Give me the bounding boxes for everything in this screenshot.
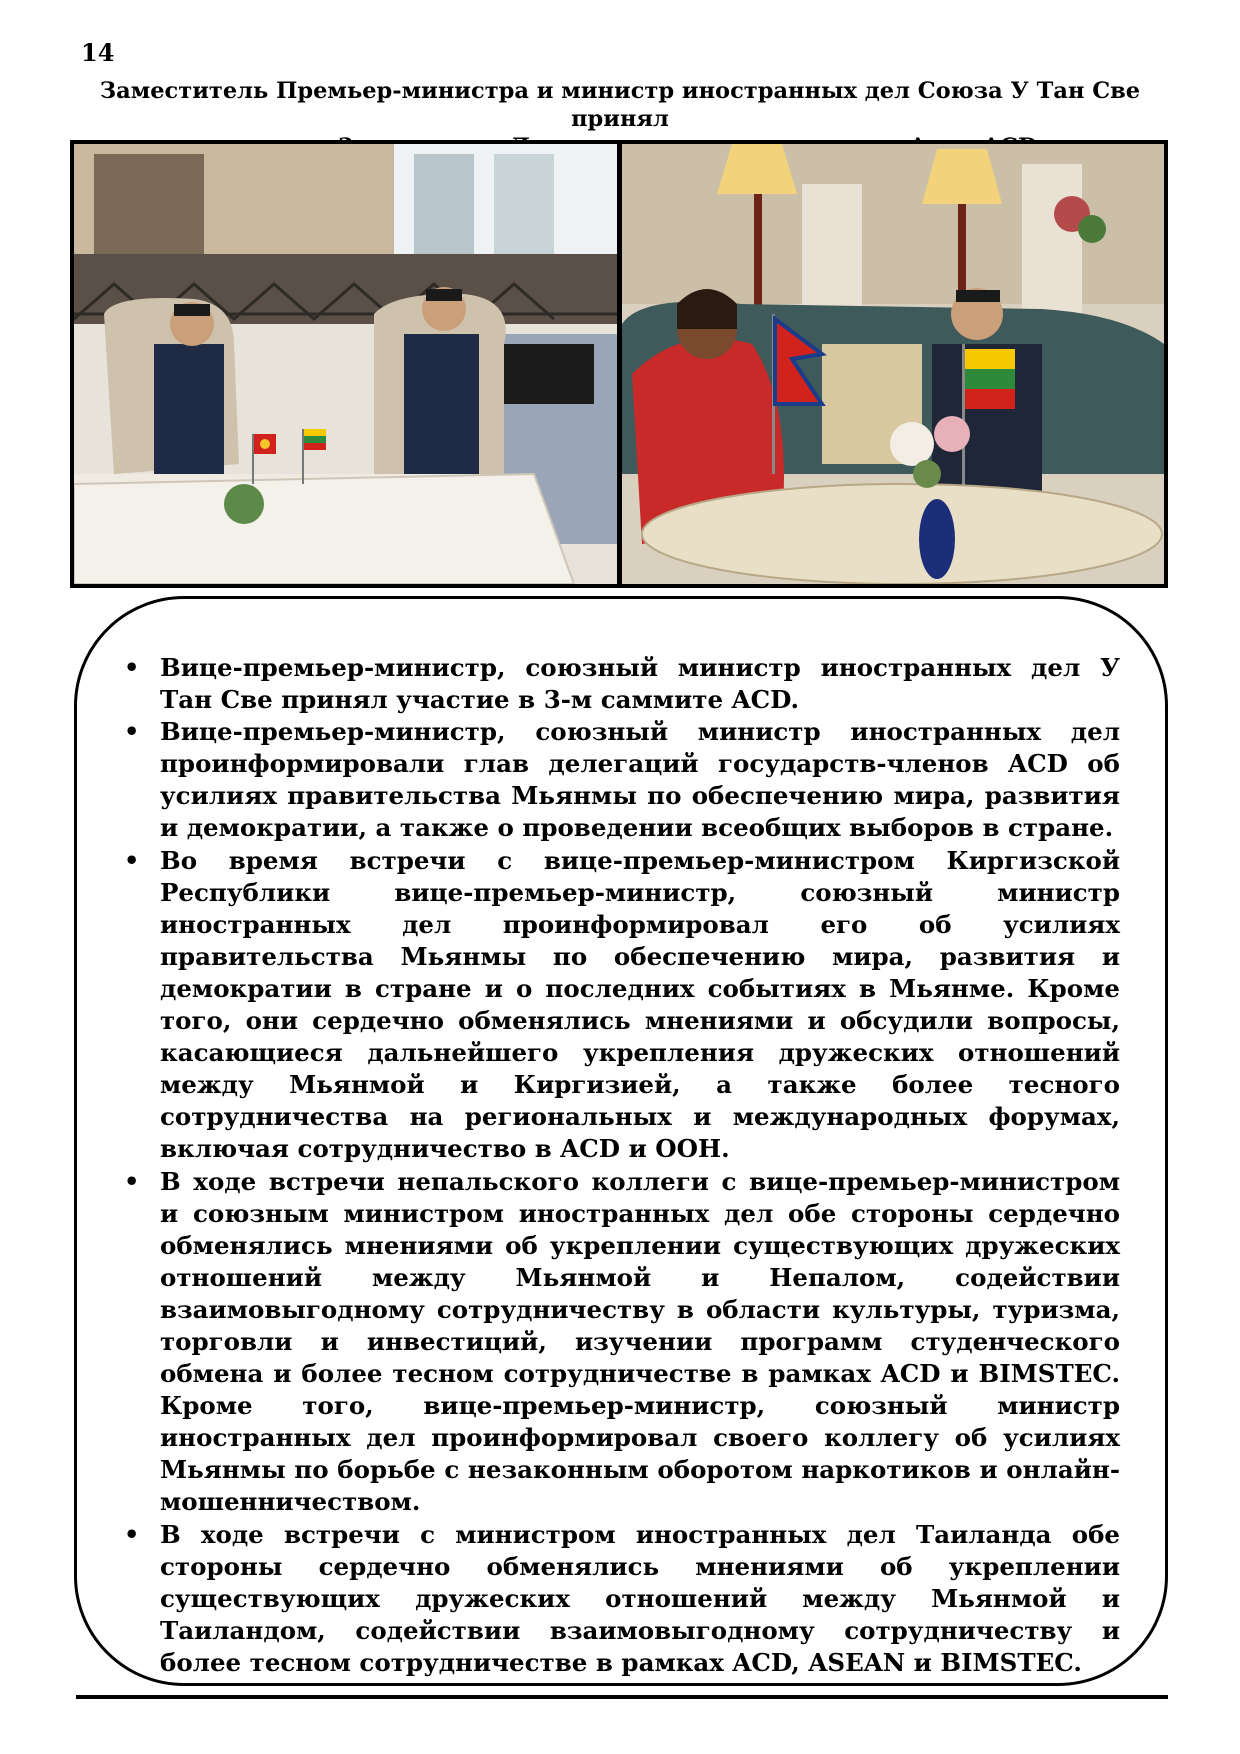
list-item	[88, 1166, 1120, 1519]
bullet-symbol: •	[124, 1166, 140, 1196]
page-number: 14	[81, 38, 115, 67]
photo-meeting-kyrgyzstan	[74, 144, 617, 584]
bullet-symbol: •	[124, 845, 140, 875]
list-item	[88, 652, 1120, 716]
list-item	[88, 1519, 1120, 1679]
photo-meeting-nepal	[622, 144, 1164, 584]
bullet-symbol: •	[124, 653, 140, 682]
bullet-text: В ходе встречи с министром иностранных дел Таиланда обе стороны сердечно обменялись мнениями об укреплении существующих дружеских отношений между Мьянмой и Таиландом, содействии взаимовыгодному сотрудничеству и более тесном сотрудничестве в рамках ACD, ASEAN и BIMSTEC.	[160, 1519, 1120, 1677]
bullet-text: Во время встречи с вице-премьер-министром Киргизской Республики вице-премьер-министр, союзный министр иностранных дел проинформировал его об усилиях правительства Мьянмы по обеспечению мира, развития и демократии в стране и о последних событиях в Мьянме. Кроме того, они сердечно обменялись мнениями и обсудили вопросы, касающиеся дальнейшего укрепления дружеских отношений между Мьянмой и Киргизией, а также более тесного сотрудничества на региональных и международных форумах, включая сотрудничество в ACD и ООН.	[160, 845, 1120, 1164]
bullet-text: В ходе встречи непальского коллеги с вице-премьер-министром и союзным министром иностранных дел обе стороны сердечно обменялись мнениями об укреплении существующих дружеских отношений между Мьянмой и Непалом, содействии взаимовыгодному сотрудничеству в области культуры, туризма, торговли и инвестиций, изучении программ студенческого обмена и более тесном сотрудничестве в рамках ACD и BIMSTEC. Кроме того, вице-премьер-министр, союзный министр иностранных дел проинформировал своего коллегу об усилиях Мьянмы по борьбе с незаконным оборотом наркотиков и онлайн-мошенничеством.	[160, 1166, 1120, 1517]
list-item	[88, 845, 1120, 1166]
bullet-text: Вице-премьер-министр, союзный министр иностранных дел У Тан Све принял участие в 3-м саммите ACD.	[160, 653, 1120, 715]
bullet-list	[88, 652, 1120, 1679]
photo-right-illustration	[622, 144, 1164, 584]
bullet-symbol: •	[124, 1519, 140, 1549]
title-line-1: Заместитель Премьер-министра и министр иностранных дел Союза У Тан Све принял	[99, 78, 1141, 132]
photo-left-illustration	[74, 144, 617, 584]
list-item	[88, 716, 1120, 844]
photo-frame	[70, 140, 1168, 588]
bullet-text: Вице-премьер-министр, союзный министр иностранных дел проинформировали глав делегаций государств-членов ACD об усилиях правительства Мьянмы по обеспечению мира, развития и демократии, а также о проведении всеобщих выборов в стране.	[160, 717, 1120, 843]
bottom-rule	[76, 1695, 1168, 1699]
bullet-symbol: •	[124, 717, 140, 747]
